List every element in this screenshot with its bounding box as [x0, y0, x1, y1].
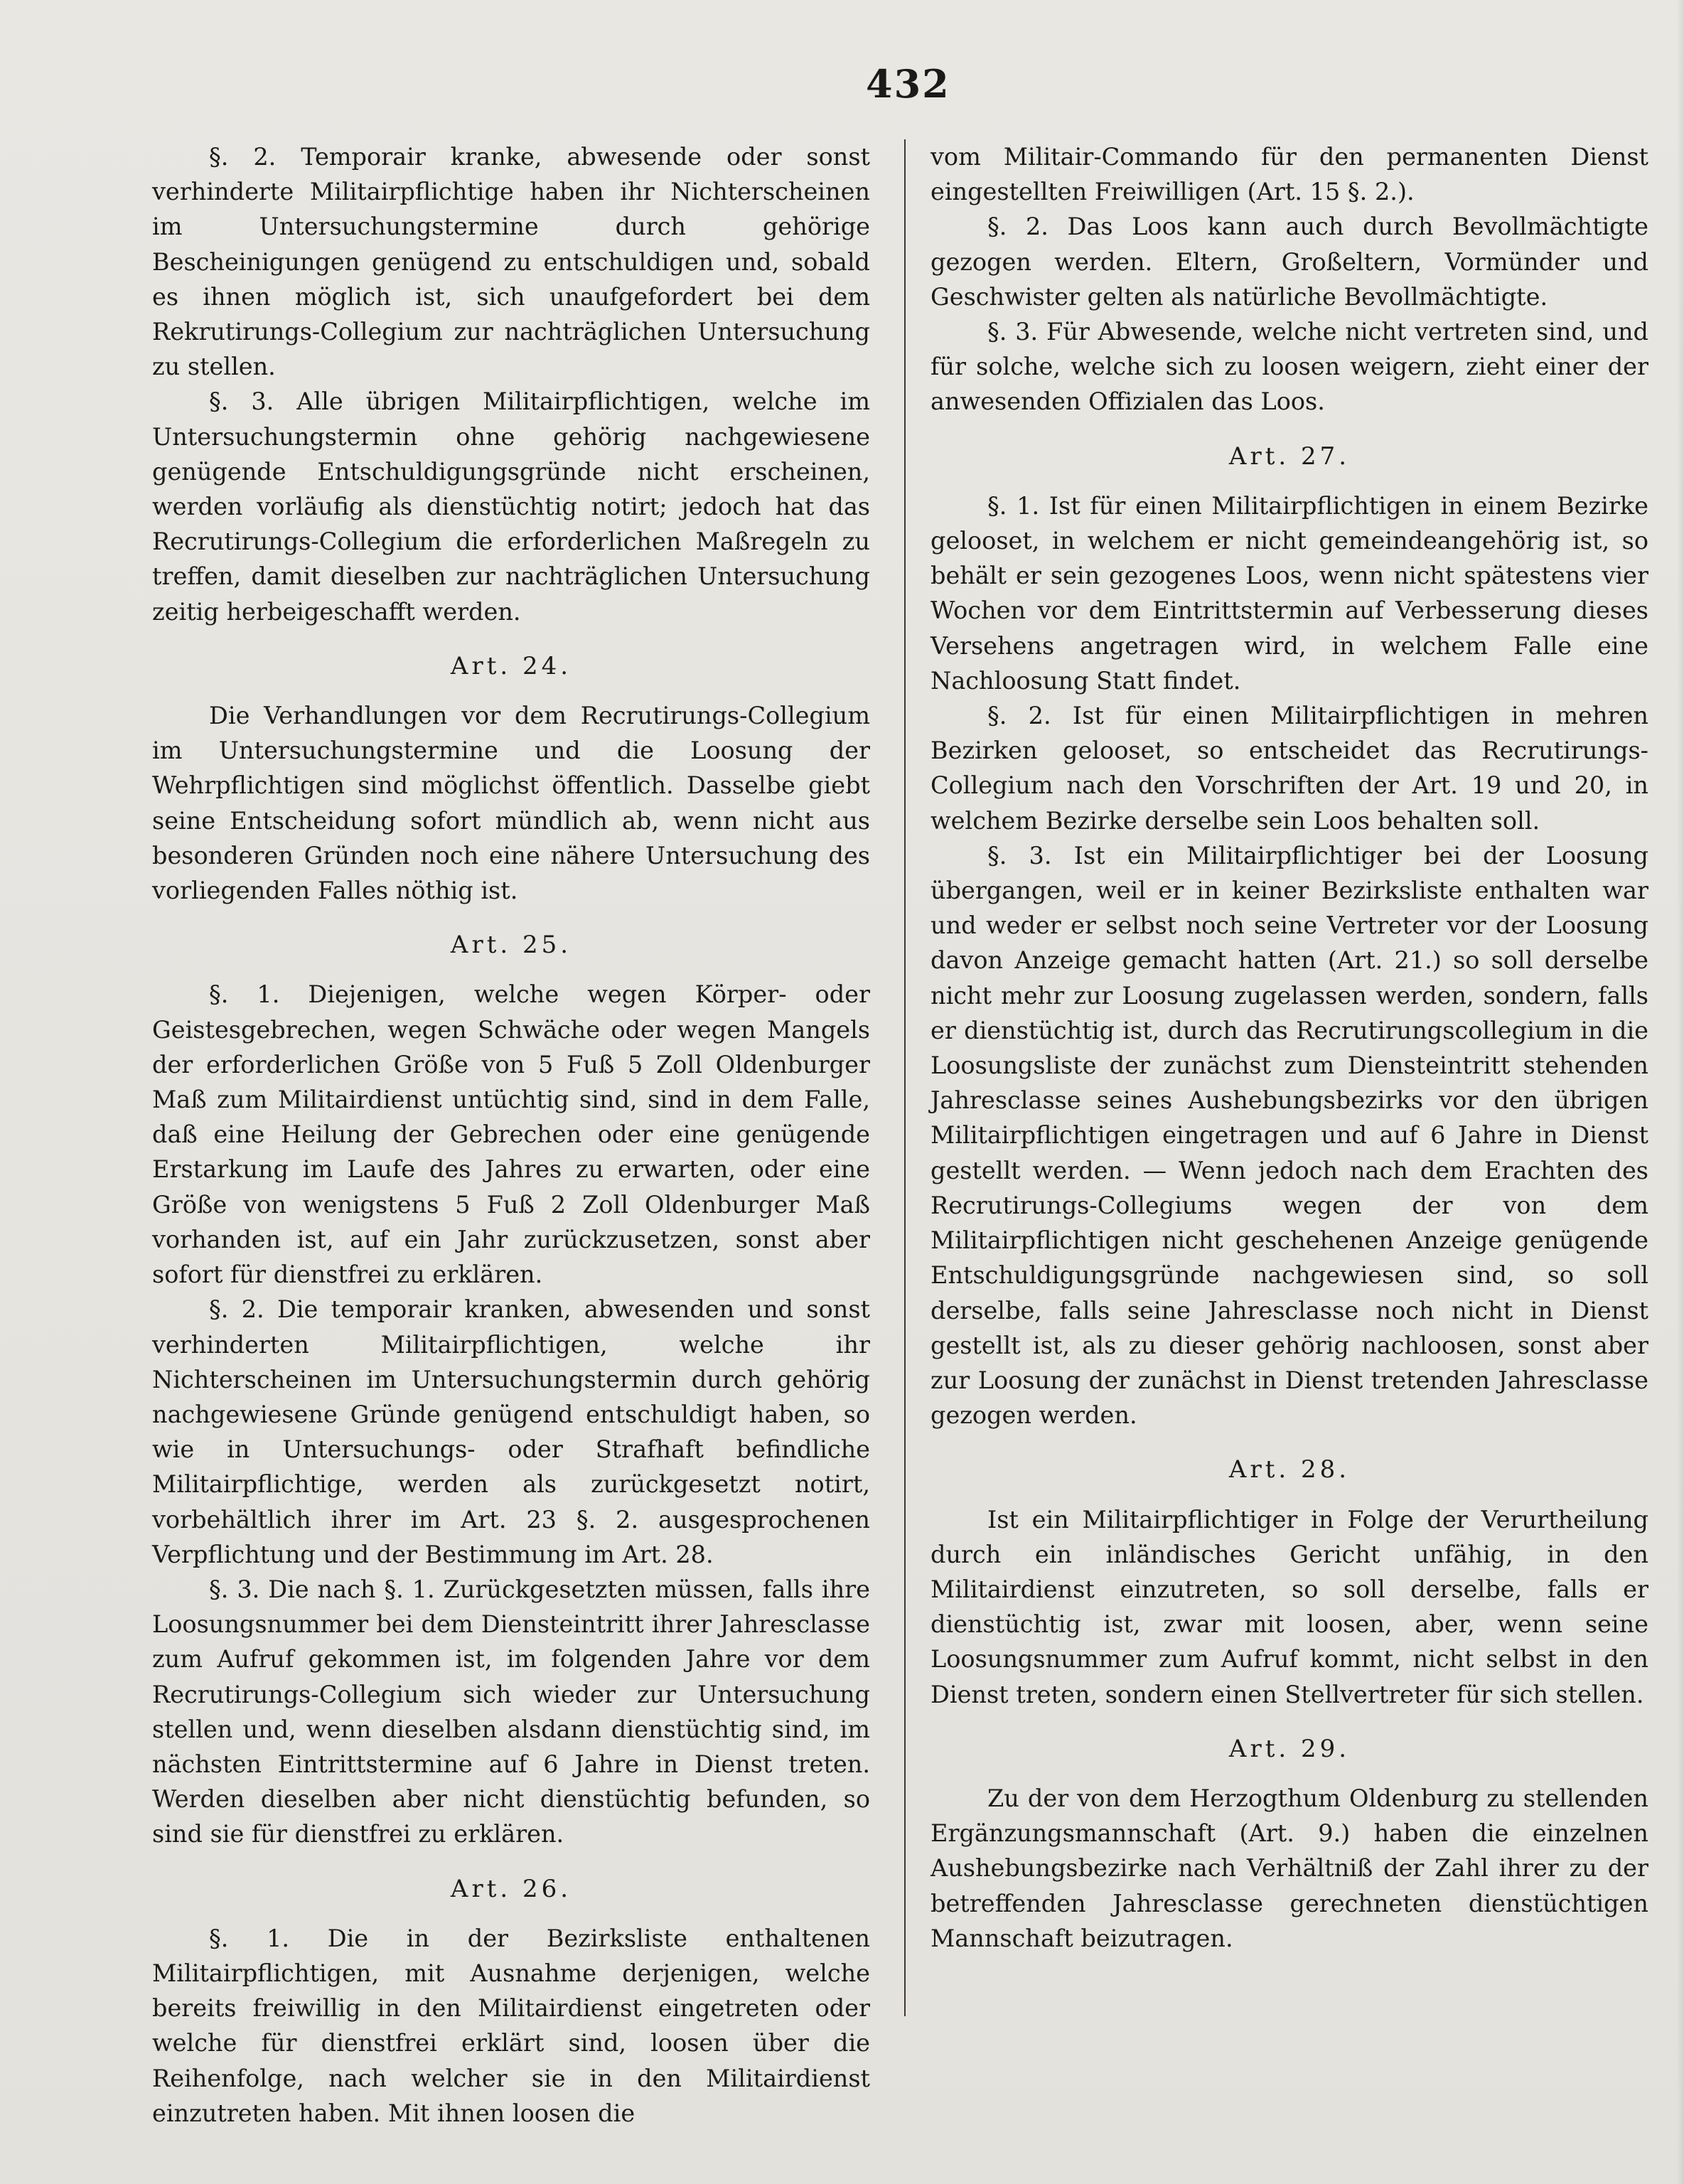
article-heading: Art. 24. [450, 651, 572, 680]
article-heading: Art. 29. [1228, 1734, 1351, 1763]
page-number: 432 [866, 61, 950, 107]
article-heading: Art. 28. [1228, 1455, 1351, 1484]
paragraph: §. 2. Das Loos kann auch durch Bevollmächtigte gezogen werden. Eltern, Großeltern, Vormünder und Geschwister gelten als natürliche Bevollmächtigte. [931, 213, 1648, 311]
paragraph: Die Verhandlungen vor dem Recrutirungs-Collegium im Untersuchungstermine und die Loosung der Wehrpflichtigen sind möglichst öffentlich. Dasselbe giebt seine Entscheidung sofort mündlich ab, wenn nicht aus besonderen Gründen noch eine nähere Untersuchung des vorliegenden Falles nöthig ist. [152, 702, 870, 905]
paragraph: §. 3. Ist ein Militairpflichtiger bei der Loosung übergangen, weil er in keiner Bezirksliste enthalten war und weder er selbst noch seine Vertreter vor der Loosung davon Anzeige gemacht hatten (Art. 21.) so soll derselbe nicht mehr zur Loosung zugelassen werden, sondern, falls er dienstüchtig ist, durch das Recrutirungscollegium in die Loosungsliste der zunächst zum Diensteintritt stehenden Jahresclasse seines Aushebungsbezirks vor den übrigen Militairpflichtigen eingetragen und auf 6 Jahre in Dienst gestellt werden. — Wenn jedoch nach dem Erachten des Recrutirungs-Collegiums wegen der von dem Militairpflichtigen nicht geschehenen Anzeige genügende Entschuldigungsgründe nachgewiesen sind, so soll derselbe, falls seine Jahresclasse noch nicht in Dienst gestellt ist, als zu dieser gehörig nachloosen, sonst aber zur Loosung der zunächst in Dienst tretenden Jahresclasse gezogen werden. [931, 841, 1648, 1430]
paragraph: §. 2. Ist für einen Militairpflichtigen in mehren Bezirken gelooset, so entscheidet das Recrutirungs-Collegium nach den Vorschriften der Art. 19 und 20, in welchem Bezirke derselbe sein Loos behalten soll. [931, 702, 1648, 835]
paragraph: §. 2. Die temporair kranken, abwesenden und sonst verhinderten Militairpflichtigen, welche ihr Nichterscheinen im Untersuchungstermin durch gehörig nachgewiesene Gründe genügend entschuldigt haben, so wie in Untersuchungs- oder Strafhaft befindliche Militairpflichtige, werden als zurückgesetzt notirt, vorbehältlich ihrer im Art. 23 §. 2. ausgesprochenen Verpflichtung und der Bestimmung im Art. 28. [152, 1295, 870, 1568]
page-edge-shadow [1677, 0, 1684, 2184]
paragraph: §. 2. Temporair kranke, abwesende oder sonst verhinderte Militairpflichtige haben ihr Nichterscheinen im Untersuchungstermine durch gehörige Bescheinigungen genügend zu entschuldigen und, sobald es ihnen möglich ist, sich unaufgefordert bei dem Rekrutirungs-Collegium zur nachträglichen Untersuchung zu stellen. [152, 143, 870, 381]
paragraph: §. 1. Diejenigen, welche wegen Körper- oder Geistesgebrechen, wegen Schwäche oder wegen Mangels der erforderlichen Größe von 5 Fuß 5 Zoll Oldenburger Maß zum Militairdienst untüchtig sind, sind in dem Falle, daß eine Heilung der Gebrechen oder eine genügende Erstarkung im Laufe des Jahres zu erwarten, oder eine Größe von wenigstens 5 Fuß 2 Zoll Oldenburger Maß vorhanden ist, auf ein Jahr zurückzusetzen, sonst aber sofort für dienstfrei zu erklären. [152, 980, 870, 1289]
article-heading: Art. 27. [1228, 441, 1351, 471]
article-heading: Art. 25. [450, 931, 572, 960]
paragraph: §. 3. Die nach §. 1. Zurückgesetzten müssen, falls ihre Loosungsnummer bei dem Diensteintritt ihrer Jahresclasse zum Aufruf gekommen ist, im folgenden Jahre vor dem Recrutirungs-Collegium sich wieder zur Untersuchung stellen und, wenn dieselben alsdann dienstüchtig sind, im nächsten Eintrittstermine auf 6 Jahre in Dienst treten. Werden dieselben aber nicht dienstüchtig befunden, so sind sie für dienstfrei zu erklären. [152, 1575, 870, 1848]
paragraph: §. 3. Für Abwesende, welche nicht vertreten sind, und für solche, welche sich zu loosen weigern, zieht einer der anwesenden Offizialen das Loos. [931, 318, 1648, 416]
paragraph: §. 1. Die in der Bezirksliste enthaltenen Militairpflichtigen, mit Ausnahme derjenigen, welche bereits freiwillig in den Militairdienst eingetreten oder welche für dienstfrei erklärt sind, loosen über die Reihenfolge, nach welcher sie in den Militairdienst einzutreten haben. Mit ihnen loosen die [152, 1924, 870, 2127]
paragraph: Zu der von dem Herzogthum Oldenburg zu stellenden Ergänzungsmannschaft (Art. 9.) haben die einzelnen Aushebungsbezirke nach Verhältniß der Zahl ihrer zu der betreffenden Jahresclasse gerechneten dienstüchtigen Mannschaft beizutragen. [931, 1784, 1648, 1952]
paragraph: §. 1. Ist für einen Militairpflichtigen in einem Bezirke gelooset, in welchem er nicht gemeindeangehörig ist, so behält er sein gezogenes Loos, wenn nicht spätestens vier Wochen vor dem Eintrittstermin auf Verbesserung dieses Versehens angetragen wird, in welchem Falle eine Nachloosung Statt findet. [931, 491, 1648, 695]
continued-paragraph: vom Militair-Commando für den permanenten Dienst eingestellten Freiwilligen (Art. 15 §. 2.). [931, 143, 1648, 206]
column-divider [904, 139, 906, 2016]
article-heading: Art. 26. [450, 1874, 572, 1903]
paragraph: §. 3. Alle übrigen Militairpflichtigen, welche im Untersuchungstermin ohne gehörig nachgewiesene genügende Entschuldigungsgründe nicht erscheinen, werden vorläufig als dienstüchtig notirt; jedoch hat das Recrutirungs-Collegium die erforderlichen Maßregeln zu treffen, damit dieselben zur nachträglichen Untersuchung zeitig herbeigeschafft werden. [152, 387, 870, 626]
left-column [152, 139, 870, 2131]
paragraph: Ist ein Militairpflichtiger in Folge der Verurtheilung durch ein inländisches Gericht unfähig, in den Militairdienst einzutreten, so soll derselbe, falls er dienstüchtig ist, zwar mit loosen, aber, wenn seine Loosungsnummer zum Aufruf kommt, nicht selbst in den Dienst treten, sondern einen Stellvertreter für sich stellen. [931, 1505, 1648, 1708]
right-column [931, 139, 1648, 1956]
